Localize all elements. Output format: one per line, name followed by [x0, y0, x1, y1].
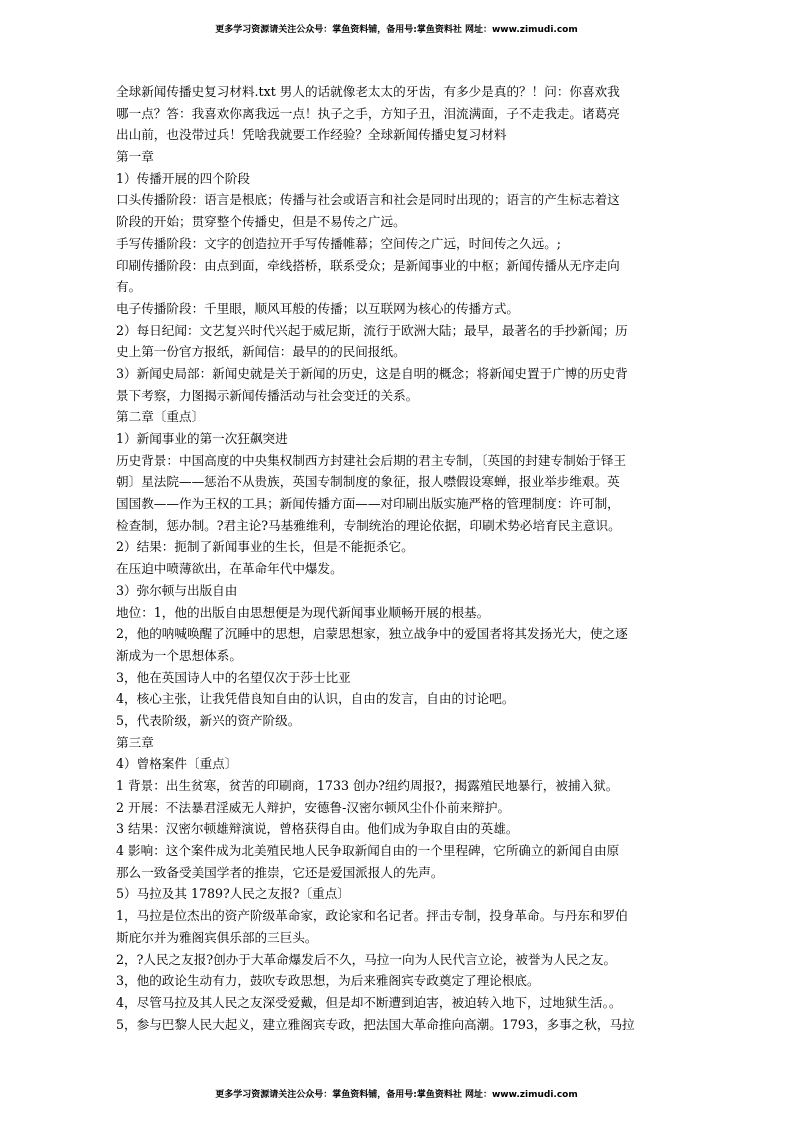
text-line: 景下考察，力图揭示新闻传播活动与社会变迁的关系。	[116, 387, 419, 403]
text-line: 国国教——作为王权的工具；新闻传播方面——对印刷出版实施严格的管理制度：许可制，	[116, 496, 620, 512]
text-line: 2）每日纪闻：文艺复兴时代兴起于威尼斯，流行于欧洲大陆；最早，最著名的手抄新闻；历	[116, 322, 628, 338]
text-line: 手写传播阶段：文字的创造拉开手写传播帷幕；空间传之广远，时间传之久远。;	[116, 235, 562, 251]
text-line: 3，他在英国诗人中的名望仅次于莎士比亚	[116, 669, 351, 685]
text-line: 那么一致备受美国学者的推崇，它还是爱国派报人的先声。	[116, 864, 444, 880]
text-line: 5，参与巴黎人民大起义，建立雅阁宾专政，把法国大革命推向高潮。1793，多事之秋，马拉	[116, 1016, 635, 1032]
text-line: 4 影响：这个案件成为北美殖民地人民争取新闻自由的一个里程碑，它所确立的新闻自由原	[116, 843, 620, 859]
text-line: 检查制，惩办制。?君主论?马基雅维利，专制统治的理论依据，印刷术势必培育民主意识。	[116, 517, 621, 533]
text-line: 2，他的呐喊唤醒了沉睡中的思想，启蒙思想家，独立战争中的爱国者将其发扬光大，使之逐	[116, 626, 628, 642]
text-line: 在压迫中喷薄欲出，在革命年代中爆发。	[116, 561, 343, 577]
text-line: 3）新闻史局部：新闻史就是关于新闻的历史，这是自明的概念；将新闻史置于广博的历史背	[116, 365, 628, 381]
text-line: 5，代表阶级，新兴的资产阶级。	[116, 712, 301, 728]
text-line: 2）结果：扼制了新闻事业的生长，但是不能扼杀它。	[116, 539, 414, 555]
text-line: 1 背景：出生贫寒，贫苦的印刷商，1733 创办?纽约周报?，揭露殖民地暴行，被捕入狱。	[116, 778, 619, 793]
section-heading: 5）马拉及其 1789?人民之友报?〔重点〕	[116, 886, 350, 902]
chapter-heading: 第一章	[116, 149, 154, 165]
text-line: 史上第一份官方报纸，新闻信：最早的的民间报纸。	[116, 344, 406, 360]
text-line: 斯庇尔并为雅阁宾俱乐部的三巨头。	[116, 929, 318, 945]
text-line: 历史背景：中国高度的中央集权制西方封建社会后期的君主专制，〔英国的封建专制始于铎王	[116, 452, 627, 468]
text-line: 全球新闻传播史复习材料.txt 男人的话就像老太太的牙齿，有多少是真的？！问：你喜欢我	[116, 84, 620, 99]
text-line: 2 开展：不法暴君淫威无人辩护，安德鲁-汉密尔顿风尘仆仆前来辩护。	[116, 799, 511, 815]
text-line: 4，尽管马拉及其人民之友深受爱戴，但是却不断遭到迫害，被迫转入地下，过地狱生活。。	[116, 994, 622, 1010]
text-line: 印刷传播阶段：由点到面，牵线搭桥，联系受众；是新闻事业的中枢；新闻传播从无序走向	[116, 257, 620, 273]
text-line: 口头传播阶段：语言是根底；传播与社会或语言和社会是同时出现的；语言的产生标志着这	[116, 192, 620, 208]
text-line: 电子传播阶段：千里眼，顺风耳般的传播；以互联网为核心的传播方式。	[116, 300, 519, 316]
text-line: 朝〕星法院——惩治不从贵族，英国专制制度的象征，报人噤假设寒蝉，报业举步维艰。英	[116, 474, 620, 490]
section-heading: 4）曾格案件〔重点〕	[116, 756, 238, 772]
document-body	[116, 81, 690, 1035]
text-line: 3，他的政论生动有力，鼓吹专政思想，为后来雅阁宾专政奠定了理论根底。	[116, 973, 540, 989]
chapter-heading: 第三章	[116, 734, 154, 750]
chapter-heading: 第二章〔重点〕	[116, 409, 205, 425]
footer-banner: 更多学习资源请关注公众号：掌鱼资料铺，备用号:掌鱼资料社 网址：www.zimudi.com	[215, 1090, 578, 1100]
text-line: 2，?人民之友报?创办于大革命爆发后不久，马拉一向为人民代言立论，被誉为人民之友。	[116, 951, 617, 967]
text-line: 哪一点？答：我喜欢你离我远一点！执子之手，方知子丑，泪流满面，子不走我走。诸葛亮	[116, 105, 620, 121]
text-line: 1，马拉是位杰出的资产阶级革命家，政论家和名记者。抨击专制，投身革命。与丹东和罗伯	[116, 908, 628, 924]
header-banner: 更多学习资源请关注公众号：掌鱼资料铺，备用号:掌鱼资料社 网址：www.zimudi.com	[215, 25, 578, 35]
section-heading: 1）传播开展的四个阶段	[116, 170, 250, 186]
text-line: 3 结果：汉密尔顿雄辩演说，曾格获得自由。他们成为争取自由的英雄。	[116, 821, 519, 837]
text-line: 出山前，也没带过兵！凭啥我就要工作经验？全球新闻传播史复习材料	[116, 127, 507, 143]
text-line: 有。	[116, 279, 142, 295]
text-line: 阶段的开始；贯穿整个传播史，但是不易传之广远。	[116, 214, 406, 230]
section-heading: 3）弥尔顿与出版自由	[116, 582, 238, 598]
text-line: 4，核心主张，让我凭借良知自由的认识，自由的发言，自由的讨论吧。	[116, 691, 515, 707]
section-heading: 1）新闻事业的第一次狂飙突进	[116, 431, 288, 446]
text-line: 地位：1，他的出版自由思想便是为现代新闻事业顺畅开展的根基。	[116, 604, 490, 620]
text-line: 渐成为一个思想体系。	[116, 647, 242, 663]
